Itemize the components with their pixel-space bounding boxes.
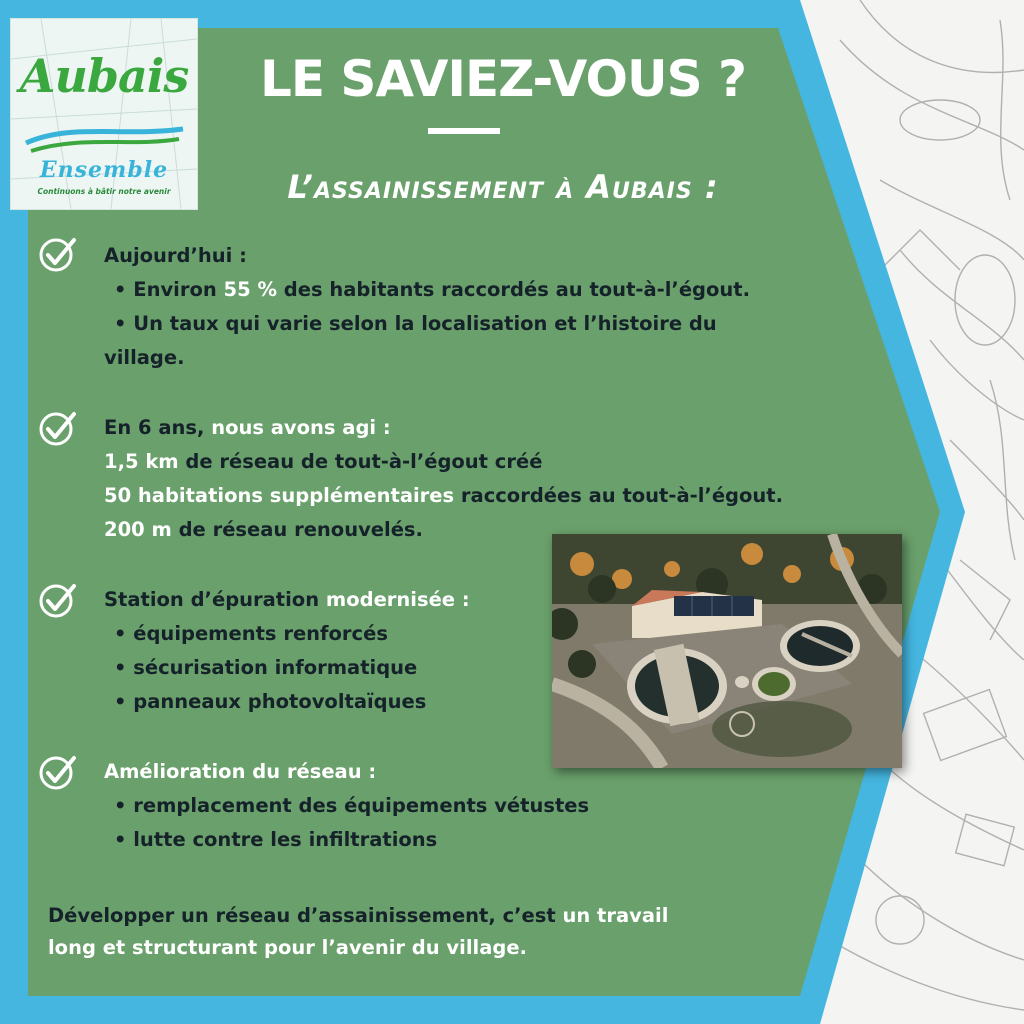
section-today-line3: village. xyxy=(104,346,185,369)
station-heading-a: Station d’épuration xyxy=(104,588,326,611)
actions-heading-b: nous avons agi : xyxy=(211,416,391,439)
logo-tagline: Continuons à bâtir notre avenir xyxy=(37,187,171,196)
section-today-line2: • Un taux qui varie selon la localisation et l’histoire du xyxy=(114,312,717,335)
title-underline xyxy=(428,128,500,134)
actions-line1-b: de réseau de tout-à-l’égout créé xyxy=(178,450,543,473)
section-today-heading: Aujourd’hui : xyxy=(104,244,247,267)
logo xyxy=(10,18,198,210)
list-item: • lutte contre les infiltrations xyxy=(114,828,438,851)
list-item: • remplacement des équipements vétustes xyxy=(114,794,590,817)
actions-line2-a: 50 habitations supplémentaires xyxy=(104,484,455,507)
page-subtitle: L’assainissement à Aubais : xyxy=(287,168,719,206)
section-station-heading xyxy=(104,584,470,616)
station-aerial-photo xyxy=(552,534,902,768)
station-heading-b: modernisée : xyxy=(325,588,470,611)
section-today-line1 xyxy=(114,274,750,306)
actions-line2-b: raccordées au tout-à-l’égout. xyxy=(454,484,784,507)
conclusion-line1-a: Développer un réseau d’assainissement, c’est xyxy=(48,904,563,927)
section-network-heading: Amélioration du réseau : xyxy=(104,760,377,783)
section-actions-heading xyxy=(104,412,391,444)
check-circle-icon xyxy=(38,752,78,792)
logo-name: Aubais xyxy=(19,49,189,103)
section-actions-line2 xyxy=(104,480,783,512)
page-title: LE SAVIEZ-VOUS ? xyxy=(259,50,747,108)
actions-line3-b: de réseau renouvelés. xyxy=(171,518,423,541)
list-item: • sécurisation informatique xyxy=(114,656,418,679)
check-circle-icon xyxy=(38,580,78,620)
list-item: • panneaux photovoltaïques xyxy=(114,690,427,713)
list-item: • équipements renforcés xyxy=(114,622,388,645)
conclusion-line1 xyxy=(48,900,668,932)
logo-wave-green xyxy=(31,139,179,151)
conclusion-line1-b: un travail xyxy=(562,904,669,927)
actions-line3-a: 200 m xyxy=(104,518,172,541)
today-line1-bullet: • Environ xyxy=(114,278,224,301)
section-actions-line3 xyxy=(104,514,423,546)
check-circle-icon xyxy=(38,408,78,448)
conclusion-line2: long et structurant pour l’avenir du village. xyxy=(48,936,527,959)
logo-subtitle: Ensemble xyxy=(39,157,169,183)
today-line1-highlight: 55 % xyxy=(223,278,278,301)
today-line1-rest: des habitants raccordés au tout-à-l’égout. xyxy=(277,278,751,301)
check-circle-icon xyxy=(38,234,78,274)
section-actions-line1 xyxy=(104,446,542,478)
actions-heading-a: En 6 ans, xyxy=(104,416,212,439)
actions-line1-a: 1,5 km xyxy=(104,450,179,473)
